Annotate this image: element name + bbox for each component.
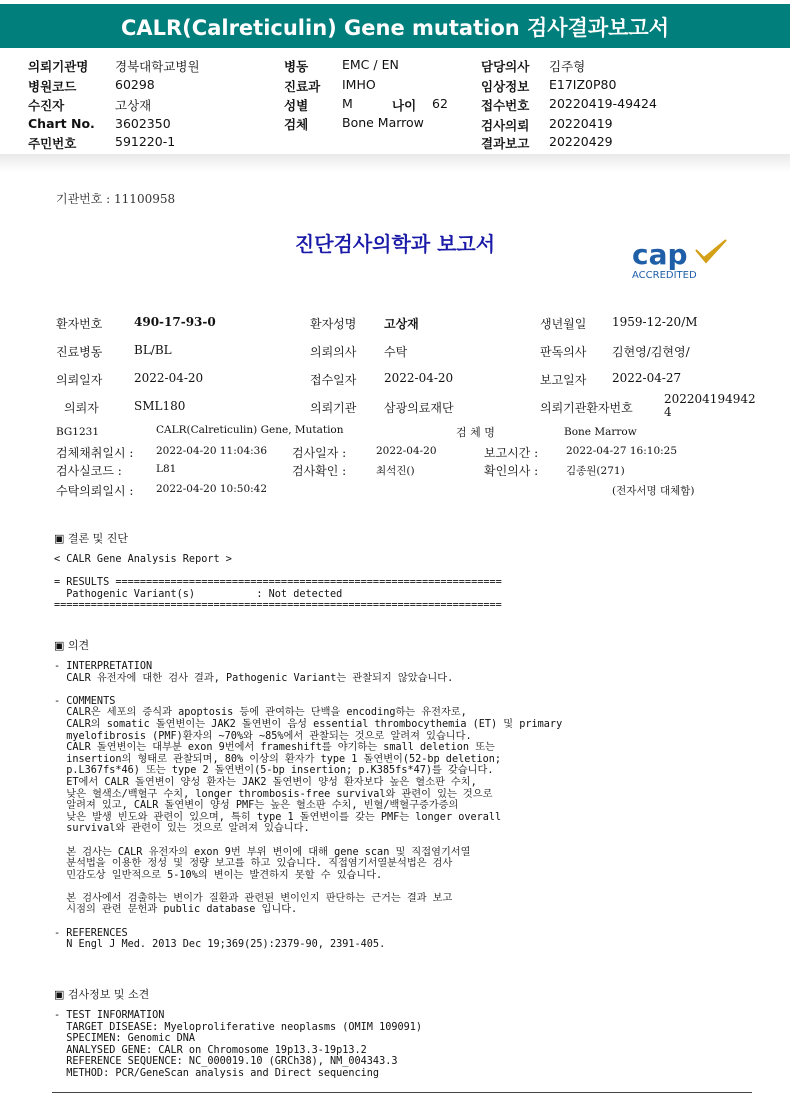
header-value-request-date: 20220419 bbox=[549, 116, 613, 131]
value-dob: 1959-12-20/M bbox=[612, 315, 698, 329]
header-label-hospital-code: 병원코드 bbox=[28, 79, 77, 94]
value-confirm-doctor: 김종원(271) bbox=[566, 465, 625, 477]
label-institution-patient-no: 의뢰기관환자번호 bbox=[540, 401, 633, 415]
header-label-doctor: 담당의사 bbox=[481, 59, 530, 74]
header-value-resident-no: 591220-1 bbox=[115, 134, 176, 149]
value-request-date: 2022-04-20 bbox=[134, 371, 204, 385]
label-patient-name: 환자성명 bbox=[310, 317, 357, 331]
header-value-result-date: 20220429 bbox=[549, 134, 613, 149]
header-value-clinical-info: E17IZ0P80 bbox=[549, 77, 617, 92]
value-report-time: 2022-04-27 16:10:25 bbox=[566, 445, 678, 457]
cap-accredited-text: ACCREDITED bbox=[632, 270, 697, 281]
cap-accredited-logo bbox=[630, 236, 730, 282]
cap-logo-text: cap bbox=[632, 238, 688, 271]
header-label-specimen: 검체 bbox=[284, 117, 309, 132]
value-lab-code: L81 bbox=[156, 463, 177, 475]
header-value-patient: 고상재 bbox=[115, 98, 152, 113]
page-separator bbox=[0, 154, 790, 172]
label-reviewer: 판독의사 bbox=[540, 345, 587, 359]
label-confirm-doctor: 확인의사 : bbox=[484, 464, 539, 478]
header-label-institution: 의뢰기관명 bbox=[28, 59, 89, 74]
label-doctor: 의뢰의사 bbox=[310, 345, 357, 359]
header-label-patient: 수진자 bbox=[28, 98, 65, 113]
header-label-request-date: 검사의뢰 bbox=[481, 118, 530, 133]
value-test-confirm: 최석진() bbox=[376, 465, 415, 477]
header-value-specimen: Bone Marrow bbox=[342, 115, 424, 130]
bottom-divider bbox=[52, 1092, 752, 1093]
label-collection-time: 검체채취일시 : bbox=[56, 446, 134, 460]
test-code: BG1231 bbox=[56, 426, 100, 438]
institution-number: 기관번호 : 11100958 bbox=[56, 192, 176, 206]
value-report-date: 2022-04-27 bbox=[612, 371, 682, 385]
header-value-department: IMHO bbox=[342, 77, 376, 92]
conclusion-text: < CALR Gene Analysis Report > = RESULTS =============================================================== Pathogenic Variant(s) : Not detected ========================================================================= bbox=[54, 554, 502, 612]
value-specimen-name: Bone Marrow bbox=[564, 426, 637, 438]
label-request-date: 의뢰일자 bbox=[56, 373, 103, 387]
header-value-doctor: 김주형 bbox=[549, 59, 586, 74]
header-value-ward: EMC / EN bbox=[342, 57, 399, 72]
section-test-info-heading: ▣ 검사정보 및 소견 bbox=[54, 988, 150, 1001]
section-opinion-heading: ▣ 의견 bbox=[54, 639, 90, 652]
page-title: 진단검사의학과 보고서 bbox=[294, 232, 496, 256]
header-label-chart-no: Chart No. bbox=[28, 116, 95, 131]
value-ward: BL/BL bbox=[134, 343, 172, 357]
value-consign-time: 2022-04-20 10:50:42 bbox=[156, 483, 268, 495]
value-collection-time: 2022-04-20 11:04:36 bbox=[156, 445, 268, 457]
label-consign-time: 수탁의뢰일시 : bbox=[56, 484, 134, 498]
value-institution-patient-no-cont: 4 bbox=[664, 405, 672, 419]
label-report-date: 보고일자 bbox=[540, 373, 587, 387]
value-reviewer: 김현영/김현영/ bbox=[612, 345, 690, 359]
header-label-department: 진료과 bbox=[284, 79, 321, 94]
value-requester: SML180 bbox=[134, 399, 186, 413]
label-test-date: 검사일자 : bbox=[292, 446, 347, 460]
header-value-hospital-code: 60298 bbox=[115, 77, 155, 92]
value-patient-no: 490-17-93-0 bbox=[134, 315, 216, 329]
header-label-accession: 접수번호 bbox=[481, 98, 530, 113]
header-label-result-date: 결과보고 bbox=[481, 136, 530, 151]
value-institution-patient-no: 202204194942 bbox=[664, 392, 756, 406]
test-info-text: - TEST INFORMATION TARGET DISEASE: Myeloproliferative neoplasms (OMIM 109091) SPECIMEN: Genomic DNA ANALYSED GENE: CALR on Chromosome 19p13.3-19p13.2 REFERENCE SEQUENCE: NC_000019.10 (GRCh38), NM_004343.3 METHOD: PCR/GeneScan analysis and Direct sequencing bbox=[54, 1010, 423, 1079]
header-label-resident-no: 주민번호 bbox=[28, 136, 77, 151]
label-lab-code: 검사실코드 : bbox=[56, 464, 122, 478]
electronic-signature-note: (전자서명 대체함) bbox=[612, 485, 695, 497]
label-dob: 생년월일 bbox=[540, 317, 587, 331]
opinion-text: - INTERPRETATION CALR 유전자에 대한 검사 결과, Pathogenic Variant는 관찰되지 않았습니다. - COMMENTS CALR은 세포의 증식과 apoptosis 등에 관여하는 단백을 encoding하는 유전자로, CALR의 somatic 돌연변이는 JAK2 돌연변이 음성 essential thrombocythemia (ET) 및 primary myelofibrosis (PMF)환자의 ~70%와 ~85%에서 관찰되는 것으로 알려져 있습니다. CALR 돌연변이는 대부분 exon 9번에서 frameshift를 야기하는 small deletion 또는 insertion의 형태로 관찰되며, 80% 이상의 환자가 type 1 돌연변이(52-bp deletion; p.L367fs*46) 또는 type 2 돌연변이(5-bp insertion; p.K385fs*47)를 갖습니다. ET에서 CALR 돌연변이 양성 환자는 JAK2 돌연변이 양성 환자보다 높은 혈소판 수치, 낮은 혈색소/백혈구 수치, longer thrombosis-free survival와 관련이 있는 것으로 알려져 있고, CALR 돌연변이 양성 PMF는 높은 혈소판 수치, 빈혈/백혈구증가증의 낮은 발생 빈도와 관련이 있으며, 특히 type 1 돌연변이를 갖는 PMF는 longer overall survival와 관련이 있는 것으로 알려져 있습니다. 본 검사는 CALR 유전자의 exon 9번 부위 변이에 대해 gene scan 및 직접염기서열 분석법을 이용한 정성 및 정량 보고를 하고 있습니다. 직접염기서열분석법은 검사 민감도상 일반적으로 5-10%의 변이는 발견하지 못할 수 있습니다. 본 검사에서 검출하는 변이가 질환과 관련된 변이인지 판단하는 근거는 결과 보고 시점의 관련 문헌과 public database 입니다. - REFERENCES N Engl J Med. 2013 Dec 19;369(25):2379-90, 2391-405. bbox=[54, 661, 563, 951]
label-receipt-date: 접수일자 bbox=[310, 373, 357, 387]
section-conclusion-heading: ▣ 결론 및 진단 bbox=[54, 532, 129, 545]
label-specimen-name: 검 체 명 bbox=[456, 426, 495, 439]
report-title-bar: CALR(Calreticulin) Gene mutation 검사결과보고서 bbox=[0, 4, 790, 48]
header-label-sex: 성별 bbox=[284, 98, 309, 113]
header-label-clinical-info: 임상정보 bbox=[481, 79, 530, 94]
header-value-age: 62 bbox=[432, 96, 448, 111]
header-value-accession: 20220419-49424 bbox=[549, 96, 657, 111]
header-value-chart-no: 3602350 bbox=[115, 116, 171, 131]
value-patient-name: 고상재 bbox=[384, 317, 419, 331]
header-value-sex: M bbox=[342, 96, 353, 111]
label-ward: 진료병동 bbox=[56, 345, 103, 359]
test-name: CALR(Calreticulin) Gene, Mutation bbox=[156, 424, 344, 436]
label-patient-no: 환자번호 bbox=[56, 317, 103, 331]
header-value-institution: 경북대학교병원 bbox=[115, 59, 200, 74]
header-label-ward: 병동 bbox=[284, 59, 309, 74]
value-receipt-date: 2022-04-20 bbox=[384, 371, 454, 385]
value-institution: 삼광의료재단 bbox=[384, 401, 454, 415]
header-label-age: 나이 bbox=[392, 98, 417, 113]
value-doctor: 수탁 bbox=[384, 345, 408, 359]
value-test-date: 2022-04-20 bbox=[376, 445, 437, 457]
label-institution: 의뢰기관 bbox=[310, 401, 357, 415]
label-report-time: 보고시간 : bbox=[484, 446, 539, 460]
label-requester: 의뢰자 bbox=[64, 401, 99, 415]
label-test-confirm: 검사확인 : bbox=[292, 464, 347, 478]
